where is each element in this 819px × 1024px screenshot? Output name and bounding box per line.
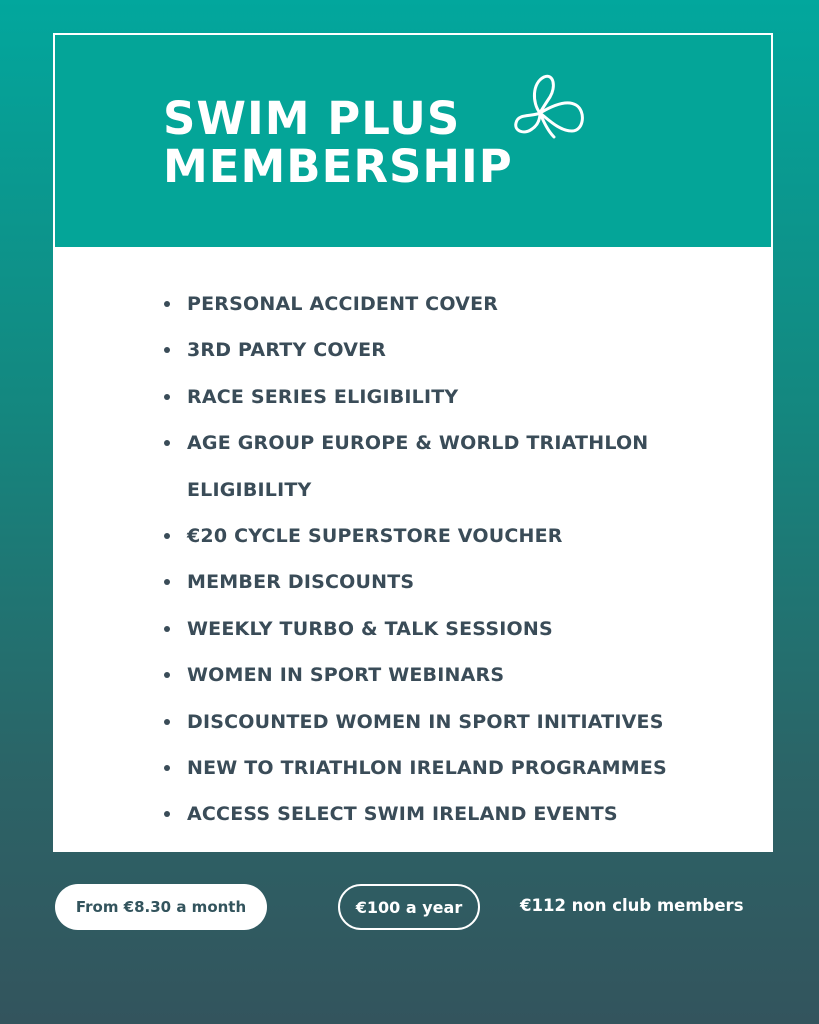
- list-item: DISCOUNTED WOMEN IN SPORT INITIATIVES: [161, 699, 761, 745]
- page-title: [163, 92, 513, 193]
- list-item: €20 CYCLE SUPERSTORE VOUCHER: [161, 513, 761, 559]
- monthly-price-badge[interactable]: From €8.30 a month: [55, 884, 267, 930]
- list-item: ACCESS SELECT SWIM IRELAND EVENTS: [161, 791, 761, 837]
- list-item: WEEKLY TURBO & TALK SESSIONS: [161, 606, 761, 652]
- list-item: NEW TO TRIATHLON IRELAND PROGRAMMES: [161, 745, 761, 791]
- list-item: RACE SERIES ELIGIBILITY: [161, 374, 761, 420]
- membership-card: [53, 33, 773, 852]
- card-header: [53, 33, 773, 247]
- list-item: AGE GROUP EUROPE & WORLD TRIATHLON ELIGIBILITY: [161, 420, 761, 513]
- title-line-1: SWIM PLUS: [163, 92, 461, 145]
- list-item: WOMEN IN SPORT WEBINARS: [161, 652, 761, 698]
- benefits-list: [161, 281, 761, 838]
- shamrock-swirl-icon: [510, 73, 590, 145]
- list-item: 3RD PARTY COVER: [161, 327, 761, 373]
- list-item: PERSONAL ACCIDENT COVER: [161, 281, 761, 327]
- title-line-2: MEMBERSHIP: [163, 140, 513, 193]
- list-item: MEMBER DISCOUNTS: [161, 559, 761, 605]
- yearly-price-badge[interactable]: €100 a year: [338, 884, 480, 930]
- non-club-price-text: €112 non club members: [520, 896, 744, 915]
